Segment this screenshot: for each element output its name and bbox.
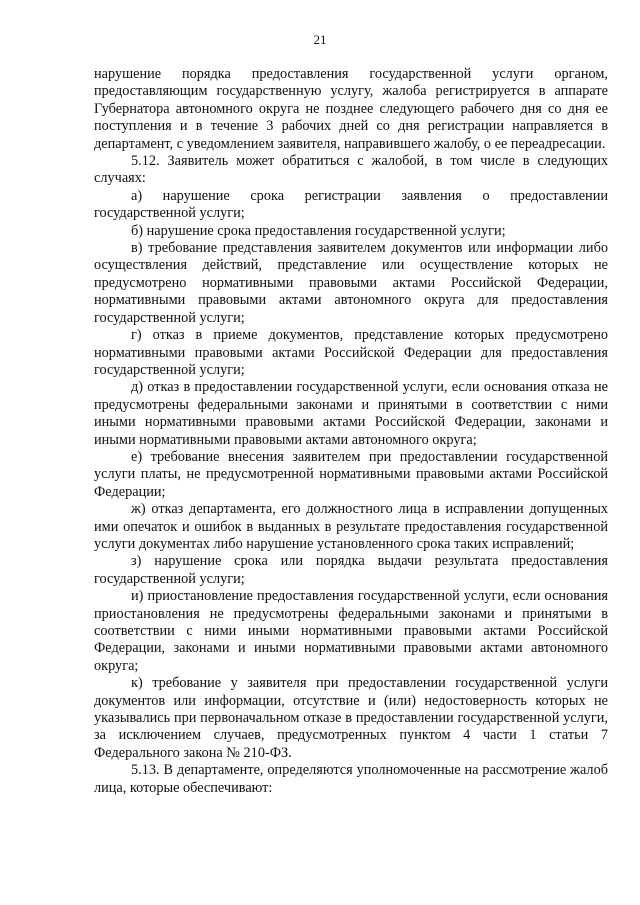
list-item-e: е) требование внесения заявителем при предоставлении государственной услуги платы, не предусмотренной нормативными правовыми актами Российской Федерации; — [94, 448, 608, 500]
list-item-zh: ж) отказ департамента, его должностного лица в исправлении допущенных ими опечаток и ошибок в выданных в результате предоставления государственной услуги документах либо нарушение установленного срока таких исправлений; — [94, 501, 608, 552]
list-item-v: в) требование представления заявителем документов или информации либо осуществления действий, представление или осуществление которых не предусмотрено нормативными правовыми актами Российской Федерации, нормативными правовыми актами автономного округа для предоставления государственной услуги; — [94, 240, 608, 326]
paragraph-continuation: нарушение порядка предоставления государственной услуги органом, предоставляющим государственную услугу, жалоба регистрируется в аппарате Губернатора автономного округа не позднее следующего рабочего дня со дня ее поступления и в течение 3 рабочих дней со дня регистрации направляется в департамент, с уведомлением заявителя, направившего жалобу, о ее переадресации. — [94, 66, 608, 152]
paragraph-5-12: 5.12. Заявитель может обратиться с жалобой, в том числе в следующих случаях: — [94, 153, 608, 187]
paragraph-5-13: 5.13. В департаменте, определяются уполномоченные на рассмотрение жалоб лица, которые обеспечивают: — [94, 762, 608, 796]
list-item-i: и) приостановление предоставления государственной услуги, если основания приостановления не предусмотрены федеральными законами и принятыми в соответствии с ними иными нормативными правовыми актами Российской Федерации, законами и иными нормативными правовыми актами автономного округа; — [94, 588, 608, 674]
list-item-k: к) требование у заявителя при предоставлении государственной услуги документов или информации, отсутствие и (или) недостоверность которых не указывались при первоначальном отказе в предоставлении государственной услуги, за исключением случаев, предусмотренных пунктом 4 части 1 статьи 7 Федерального закона № 210-ФЗ. — [94, 675, 608, 761]
document-body — [94, 66, 608, 797]
list-item-a: а) нарушение срока регистрации заявления о предоставлении государственной услуги; — [94, 187, 608, 222]
page-number: 21 — [313, 32, 327, 47]
list-item-z: з) нарушение срока или порядка выдачи результата предоставления государственной услуги; — [94, 553, 608, 587]
list-item-g: г) отказ в приеме документов, представление которых предусмотрено нормативными правовыми актами Российской Федерации для предоставления государственной услуги; — [94, 327, 608, 378]
list-item-d: д) отказ в предоставлении государственной услуги, если основания отказа не предусмотрены федеральными законами и принятыми в соответствии с ними иными нормативными правовыми актами Российской Федерации, законами и иными нормативными правовыми актами автономного округа; — [94, 379, 608, 448]
list-item-b: б) нарушение срока предоставления государственной услуги; — [131, 222, 506, 239]
